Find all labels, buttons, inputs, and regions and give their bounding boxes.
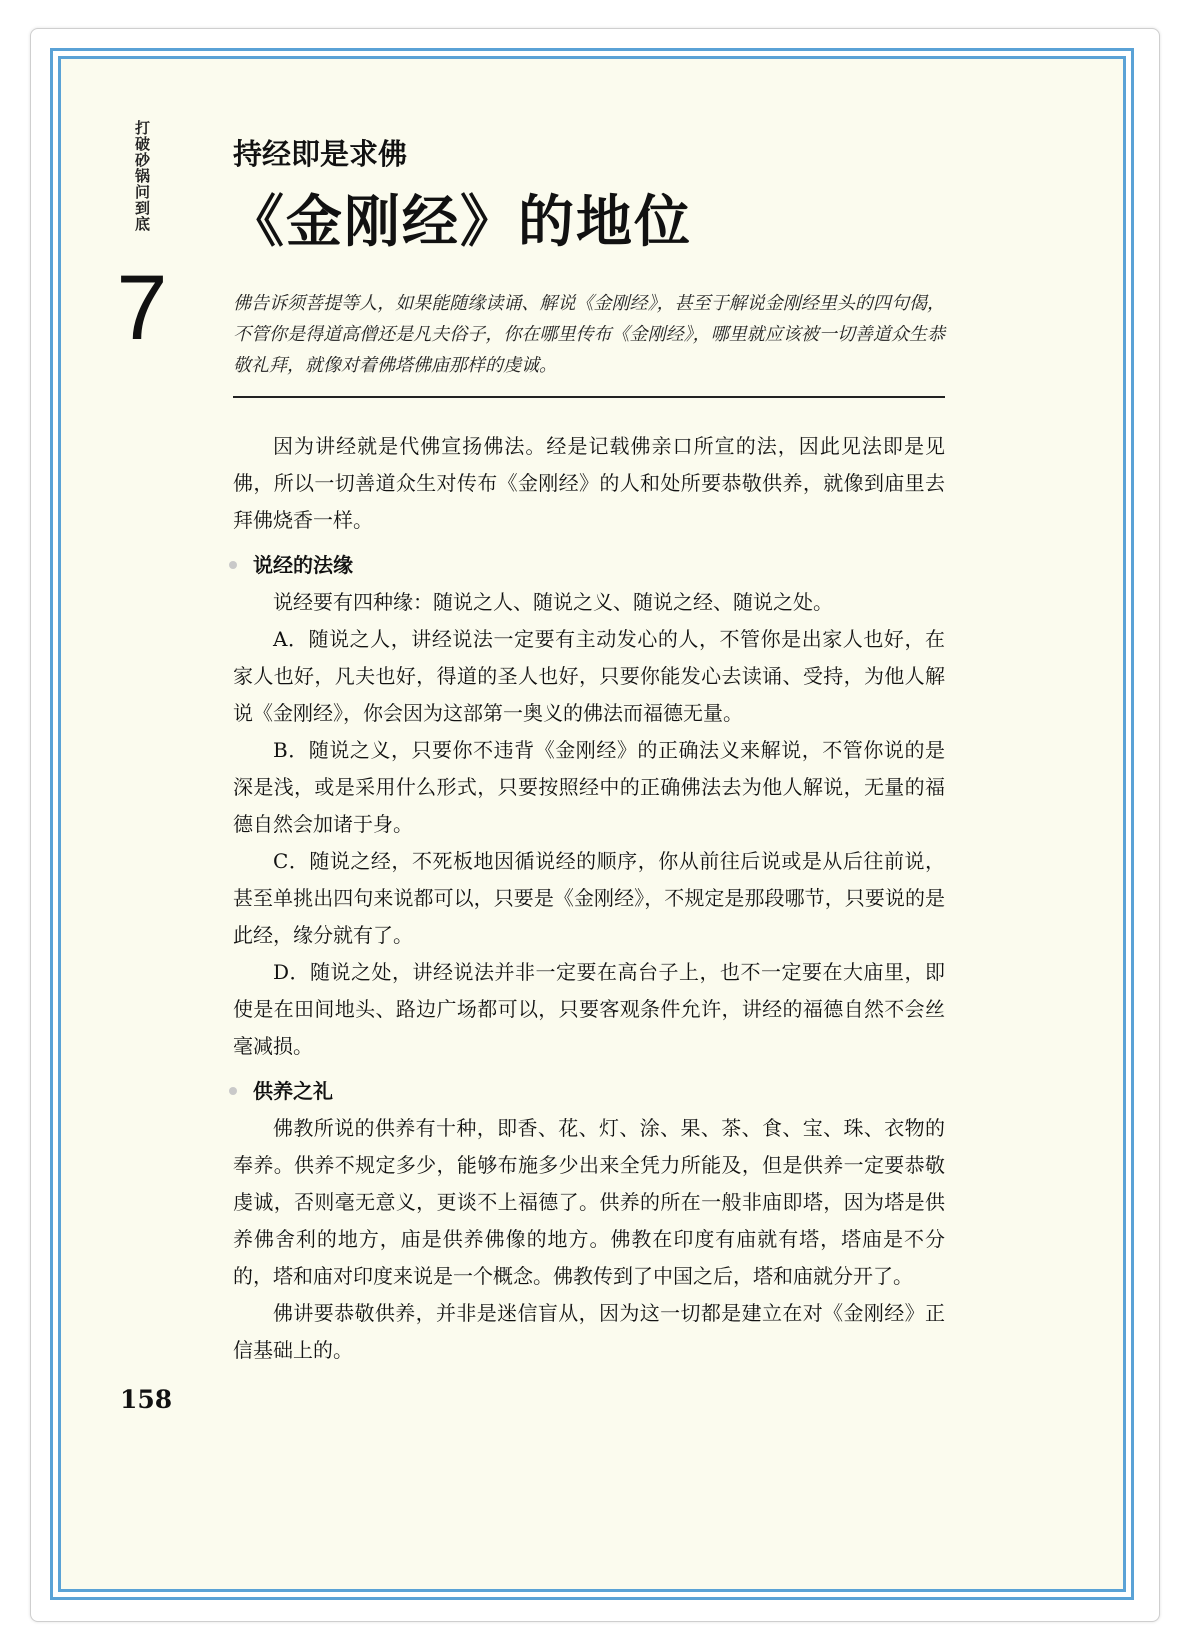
body-text	[233, 428, 945, 1369]
bullet-dot-icon	[229, 561, 237, 569]
paragraph: 佛教所说的供养有十种，即香、花、灯、涂、果、茶、食、宝、珠、衣物的奉养。供养不规定多少，能够布施多少出来全凭力所能及，但是供养一定要恭敬虔诚，否则毫无意义，更谈不上福德了。供养的所在一般非庙即塔，因为塔是供养佛舍利的地方，庙是供养佛像的地方。佛教在印度有庙就有塔，塔庙是不分的，塔和庙对印度来说是一个概念。佛教传到了中国之后，塔和庙就分开了。	[233, 1116, 945, 1288]
page-number: 158	[120, 1385, 173, 1414]
paragraph: 说经要有四种缘：随说之人、随说之义、随说之经、随说之处。	[273, 590, 833, 614]
side-series-label: 打破砂锅问到底	[133, 120, 151, 232]
paragraph: B．随说之义，只要你不违背《金刚经》的正确法义来解说，不管你说的是深是浅，或是采用什么形式，只要按照经中的正确佛法去为他人解说，无量的福德自然会加诸于身。	[233, 738, 945, 836]
chapter-number: 7	[116, 257, 168, 359]
page-title: 《金刚经》的地位	[228, 190, 692, 255]
section-heading	[233, 1073, 945, 1110]
divider-rule	[233, 396, 945, 398]
intro-summary: 佛告诉须菩提等人，如果能随缘读诵、解说《金刚经》，甚至于解说金刚经里头的四句偈，不管你是得道高僧还是凡夫俗子，你在哪里传布《金刚经》，哪里就应该被一切善道众生恭敬礼拜，就像对着佛塔佛庙那样的虔诚。	[233, 293, 945, 376]
paragraph: 佛讲要恭敬供养，并非是迷信盲从，因为这一切都是建立在对《金刚经》正信基础上的。	[233, 1301, 945, 1362]
section-heading	[233, 547, 945, 584]
paragraph: C．随说之经，不死板地因循说经的顺序，你从前往后说或是从后往前说，甚至单挑出四句来说都可以，只要是《金刚经》，不规定是那段哪节，只要说的是此经，缘分就有了。	[233, 849, 945, 947]
bullet-dot-icon	[229, 1087, 237, 1095]
kicker-title: 持经即是求佛	[233, 137, 408, 171]
section-heading-label: 说经的法缘	[253, 553, 353, 577]
paragraph: A．随说之人，讲经说法一定要有主动发心的人，不管你是出家人也好，在家人也好，凡夫也好，得道的圣人也好，只要你能发心去读诵、受持，为他人解说《金刚经》，你会因为这部第一奥义的佛法而福德无量。	[233, 627, 945, 725]
paragraph: D．随说之处，讲经说法并非一定要在高台子上，也不一定要在大庙里，即使是在田间地头、路边广场都可以，只要客观条件允许，讲经的福德自然不会丝毫减损。	[233, 960, 945, 1058]
section-heading-label: 供养之礼	[253, 1079, 333, 1103]
paragraph: 因为讲经就是代佛宣扬佛法。经是记载佛亲口所宣的法，因此见法即是见佛，所以一切善道众生对传布《金刚经》的人和处所要恭敬供养，就像到庙里去拜佛烧香一样。	[233, 434, 945, 532]
